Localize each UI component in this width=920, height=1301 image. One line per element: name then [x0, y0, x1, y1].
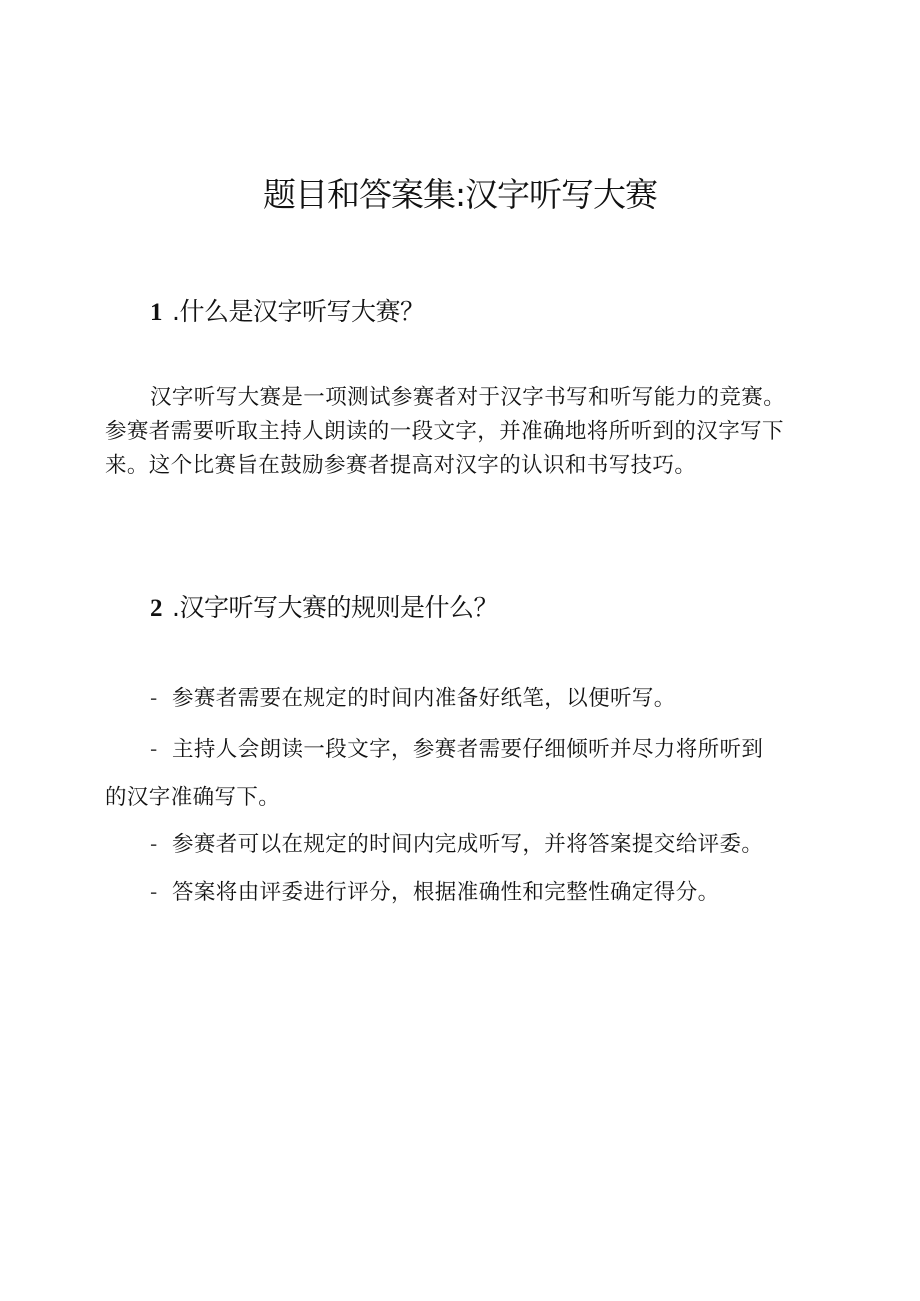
section-2-heading-text: .汉字听写大赛的规则是什么？ — [172, 593, 498, 622]
bullet-dash: - — [150, 832, 158, 857]
section-1-paragraph — [105, 381, 840, 483]
rule-text-continuation: 的汉字准确写下。 — [105, 785, 281, 810]
rule-text: 参赛者需要在规定的时间内准备好纸笔，以便听写。 — [172, 686, 676, 711]
paragraph-line: 汉字听写大赛是一项测试参赛者对于汉字书写和听写能力的竞赛。 — [150, 385, 786, 410]
document-title: 题目和答案集:汉字听写大赛 — [262, 175, 658, 214]
section-2-number: 2 — [150, 595, 162, 622]
section-1-heading-text: .什么是汉字听写大赛？ — [172, 297, 425, 326]
rule-item-3 — [105, 828, 840, 862]
bullet-dash: - — [150, 880, 158, 905]
section-1-heading — [150, 294, 424, 331]
bullet-dash: - — [150, 686, 158, 711]
rule-item-4 — [105, 876, 840, 910]
bullet-dash: - — [150, 737, 158, 762]
rule-text: 参赛者可以在规定的时间内完成听写，并将答案提交给评委。 — [172, 832, 764, 857]
rule-item-1 — [105, 682, 840, 716]
rule-text: 主持人会朗读一段文字，参赛者需要仔细倾听并尽力将所听到 — [172, 737, 764, 762]
paragraph-line: 参赛者需要听取主持人朗读的一段文字，并准确地将所听到的汉字写下 — [105, 419, 784, 444]
rule-text: 答案将由评委进行评分，根据准确性和完整性确定得分。 — [172, 880, 720, 905]
rule-item-2 — [105, 733, 840, 815]
paragraph-line: 来。这个比赛旨在鼓励参赛者提高对汉字的认识和书写技巧。 — [105, 453, 697, 478]
section-2-heading — [150, 590, 498, 627]
section-1-number: 1 — [150, 299, 162, 326]
